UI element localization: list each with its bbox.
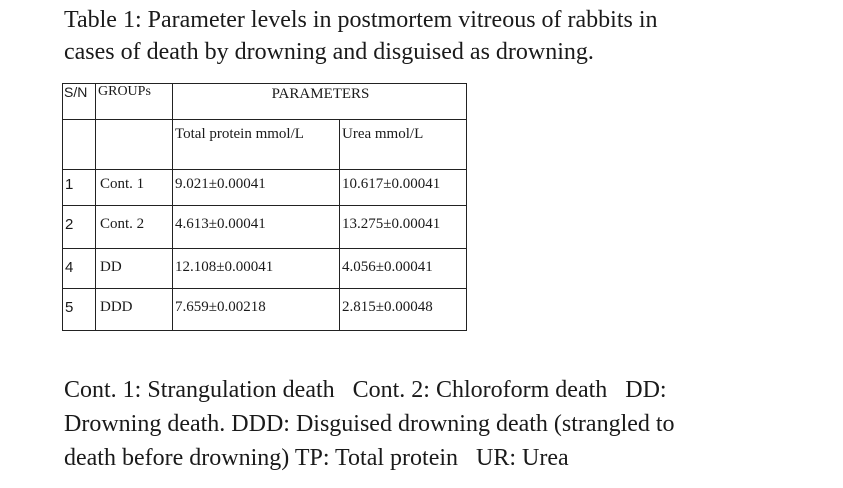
subheader-groups-empty: [96, 120, 173, 170]
table-row: [63, 170, 467, 206]
cell-urea: 10.617±0.00041: [340, 170, 467, 206]
table-footnote: [64, 373, 824, 475]
cell-total-protein: 4.613±0.00041: [173, 206, 340, 249]
caption-line-1: Table 1: Parameter levels in postmortem vitreous of rabbits in: [64, 7, 658, 33]
cell-sn: 5: [63, 289, 96, 331]
cell-urea: 2.815±0.00048: [340, 289, 467, 331]
table-row: [63, 249, 467, 289]
header-urea: Urea mmol/L: [340, 120, 467, 170]
cell-group: Cont. 2: [96, 206, 173, 249]
header-groups: GROUPs: [96, 84, 173, 120]
cell-sn: 1: [63, 170, 96, 206]
footnote-line-1: Cont. 1: Strangulation death Cont. 2: Chloroform death DD:: [64, 377, 667, 403]
subheader-sn-empty: [63, 120, 96, 170]
cell-sn: 2: [63, 206, 96, 249]
table-row: [63, 206, 467, 249]
caption-line-2: cases of death by drowning and disguised as drowning.: [64, 39, 594, 65]
cell-total-protein: 12.108±0.00041: [173, 249, 340, 289]
cell-group: Cont. 1: [96, 170, 173, 206]
header-total-protein: Total protein mmol/L: [173, 120, 340, 170]
footnote-line-3: death before drowning) TP: Total protein UR: Urea: [64, 445, 569, 471]
cell-group: DDD: [96, 289, 173, 331]
cell-sn: 4: [63, 249, 96, 289]
table-header-row: [63, 84, 467, 120]
cell-total-protein: 7.659±0.00218: [173, 289, 340, 331]
table-subheader-row: [63, 120, 467, 170]
footnote-line-2: Drowning death. DDD: Disguised drowning death (strangled to: [64, 411, 675, 437]
header-parameters: PARAMETERS: [173, 84, 467, 120]
cell-total-protein: 9.021±0.00041: [173, 170, 340, 206]
cell-group: DD: [96, 249, 173, 289]
cell-urea: 4.056±0.00041: [340, 249, 467, 289]
table-row: [63, 289, 467, 331]
table-caption: [64, 4, 824, 68]
cell-urea: 13.275±0.00041: [340, 206, 467, 249]
parameters-table: [62, 83, 467, 331]
header-sn: S/N: [63, 84, 96, 120]
